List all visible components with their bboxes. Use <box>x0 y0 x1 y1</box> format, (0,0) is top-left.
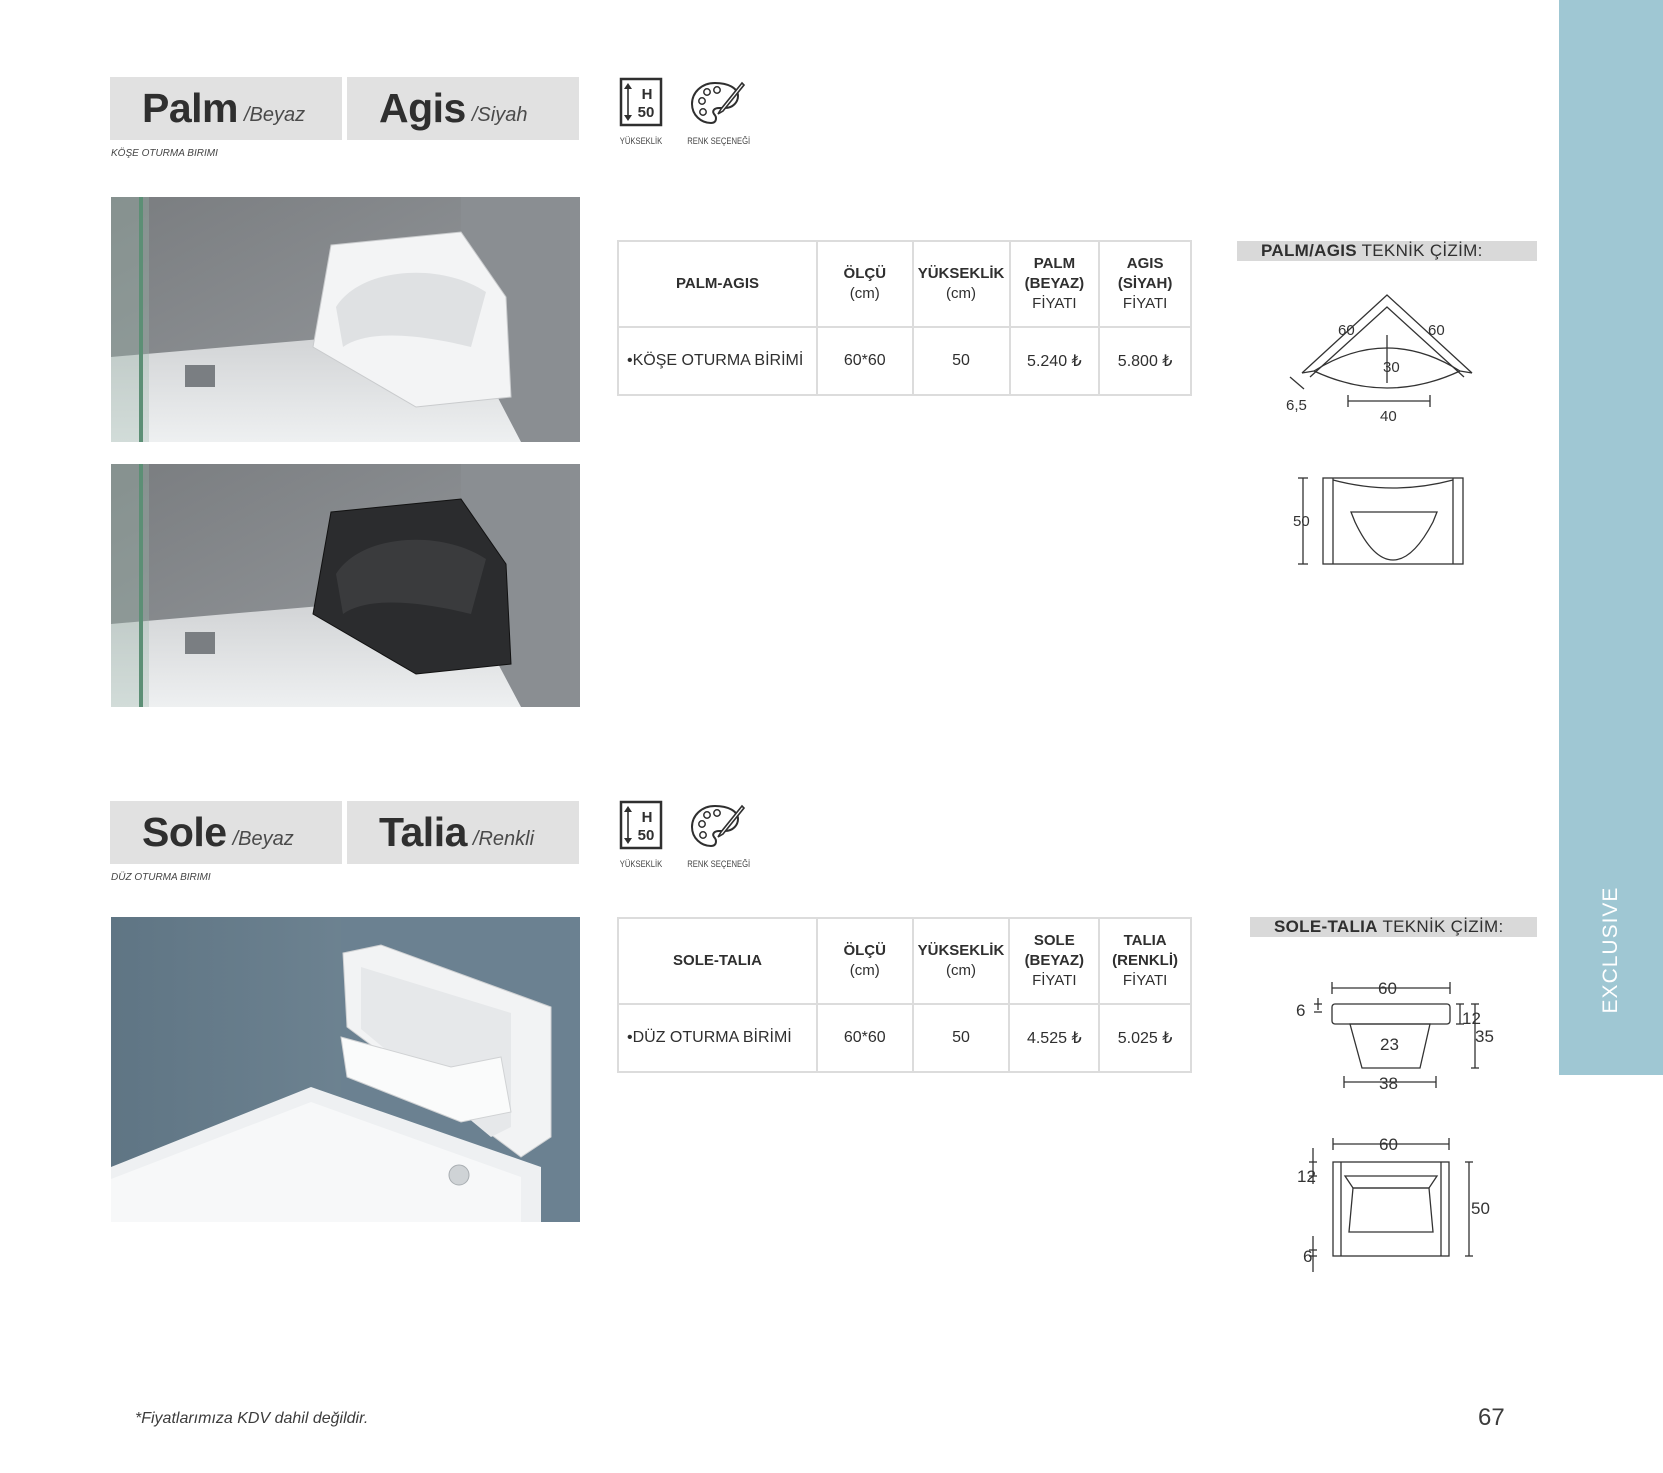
product-name-talia <box>347 801 579 864</box>
product-title: Palm <box>142 85 238 131</box>
product-variant: /Siyah <box>471 104 528 126</box>
table-row <box>618 1004 1191 1072</box>
product-variant: /Beyaz <box>232 828 294 850</box>
cell-height: 50 <box>913 1004 1010 1072</box>
col-price-agis: AGIS (SİYAH) FİYATI <box>1099 241 1191 327</box>
dim-depth: 30 <box>1383 359 1400 376</box>
technical-drawing-title: SOLE-TALIA TEKNİK ÇİZİM: <box>1250 917 1537 937</box>
table-header-row <box>618 918 1191 1004</box>
height-icon <box>619 77 663 127</box>
palette-icon <box>689 79 745 127</box>
technical-drawing-title: PALM/AGIS TEKNİK ÇİZİM: <box>1237 241 1537 261</box>
cell-item: •DÜZ OTURMA BİRİMİ <box>618 1004 817 1072</box>
dim-front-bottom: 6 <box>1303 1247 1313 1266</box>
side-tab-label: EXCLUSIVE <box>1599 886 1622 1014</box>
sole-front-view-drawing <box>1283 1132 1493 1282</box>
color-caption: RENK SEÇENEĞİ <box>687 136 751 146</box>
col-model: PALM-AGIS <box>618 241 817 327</box>
product-subtitle: DÜZ OTURMA BIRIMI <box>111 872 211 883</box>
cell-item: •KÖŞE OTURMA BİRİMİ <box>618 327 817 395</box>
dim-top-edge: 6 <box>1296 1001 1306 1020</box>
col-height: YÜKSEKLİK (cm) <box>913 241 1010 327</box>
cell-size: 60*60 <box>817 1004 913 1072</box>
vat-footnote: *Fiyatlarımıza KDV dahil değildir. <box>135 1410 369 1427</box>
dim-edge: 6,5 <box>1286 397 1307 414</box>
height-caption: YÜKSEKLİK <box>619 136 663 146</box>
height-icon-value: 50 <box>637 104 655 121</box>
dim-side-a: 60 <box>1338 322 1355 339</box>
dim-front-height: 50 <box>1471 1199 1490 1218</box>
dim-front-width: 60 <box>1379 1135 1398 1154</box>
dim-height: 50 <box>1293 513 1310 530</box>
table-row <box>618 327 1191 395</box>
height-icon <box>619 800 663 850</box>
color-caption: RENK SEÇENEĞİ <box>687 859 751 869</box>
price-table-sole-talia <box>617 917 1192 1073</box>
dim-front-top: 12 <box>1297 1167 1316 1186</box>
product-title: Sole <box>142 809 227 855</box>
col-price-palm: PALM (BEYAZ) FİYATI <box>1010 241 1100 327</box>
product-variant: /Renkli <box>472 828 535 850</box>
col-height: YÜKSEKLİK (cm) <box>913 918 1010 1004</box>
height-feature <box>606 800 676 869</box>
dim-bottom-width: 38 <box>1379 1074 1398 1093</box>
col-price-sole: SOLE (BEYAZ) FİYATI <box>1009 918 1099 1004</box>
dim-side-b: 60 <box>1428 322 1445 339</box>
col-price-talia: TALIA (RENKLİ) FİYATI <box>1099 918 1191 1004</box>
agis-black-photo <box>111 464 580 707</box>
dim-top-width: 60 <box>1378 979 1397 998</box>
palm-top-view-drawing <box>1280 285 1490 425</box>
product-variant: /Beyaz <box>244 104 306 126</box>
dim-right-height: 35 <box>1475 1027 1494 1046</box>
height-icon-letter: H <box>641 809 653 826</box>
palm-front-view-drawing <box>1283 472 1473 568</box>
table-header-row <box>618 241 1191 327</box>
cell-price-talia: 5.025 ₺ <box>1099 1004 1191 1072</box>
side-tab <box>1559 0 1663 1075</box>
color-feature <box>682 802 752 869</box>
cell-height: 50 <box>913 327 1010 395</box>
page-number: 67 <box>1478 1404 1505 1431</box>
color-feature <box>682 79 752 146</box>
height-feature <box>606 77 676 146</box>
cell-size: 60*60 <box>817 327 913 395</box>
height-icon-value: 50 <box>637 827 655 844</box>
product-subtitle: KÖŞE OTURMA BIRIMI <box>111 148 218 159</box>
price-table-palm-agis <box>617 240 1192 396</box>
cell-price-sole: 4.525 ₺ <box>1009 1004 1099 1072</box>
cell-price-palm: 5.240 ₺ <box>1010 327 1100 395</box>
palm-white-photo <box>111 197 580 442</box>
col-size: ÖLÇÜ (cm) <box>817 241 913 327</box>
height-caption: YÜKSEKLİK <box>619 859 663 869</box>
product-title: Agis <box>379 85 466 131</box>
height-icon-letter: H <box>641 86 653 103</box>
col-size: ÖLÇÜ (cm) <box>817 918 913 1004</box>
col-model: SOLE-TALIA <box>618 918 817 1004</box>
product-name-palm <box>110 77 342 140</box>
product-name-agis <box>347 77 579 140</box>
dim-right-edge: 12 <box>1462 1009 1481 1028</box>
dim-width: 40 <box>1380 408 1397 425</box>
palette-icon <box>689 802 745 850</box>
dim-depth: 23 <box>1380 1035 1399 1054</box>
sole-top-view-drawing <box>1280 978 1494 1100</box>
sole-photo <box>111 917 580 1222</box>
product-name-sole <box>110 801 342 864</box>
product-title: Talia <box>379 809 467 855</box>
cell-price-agis: 5.800 ₺ <box>1099 327 1191 395</box>
